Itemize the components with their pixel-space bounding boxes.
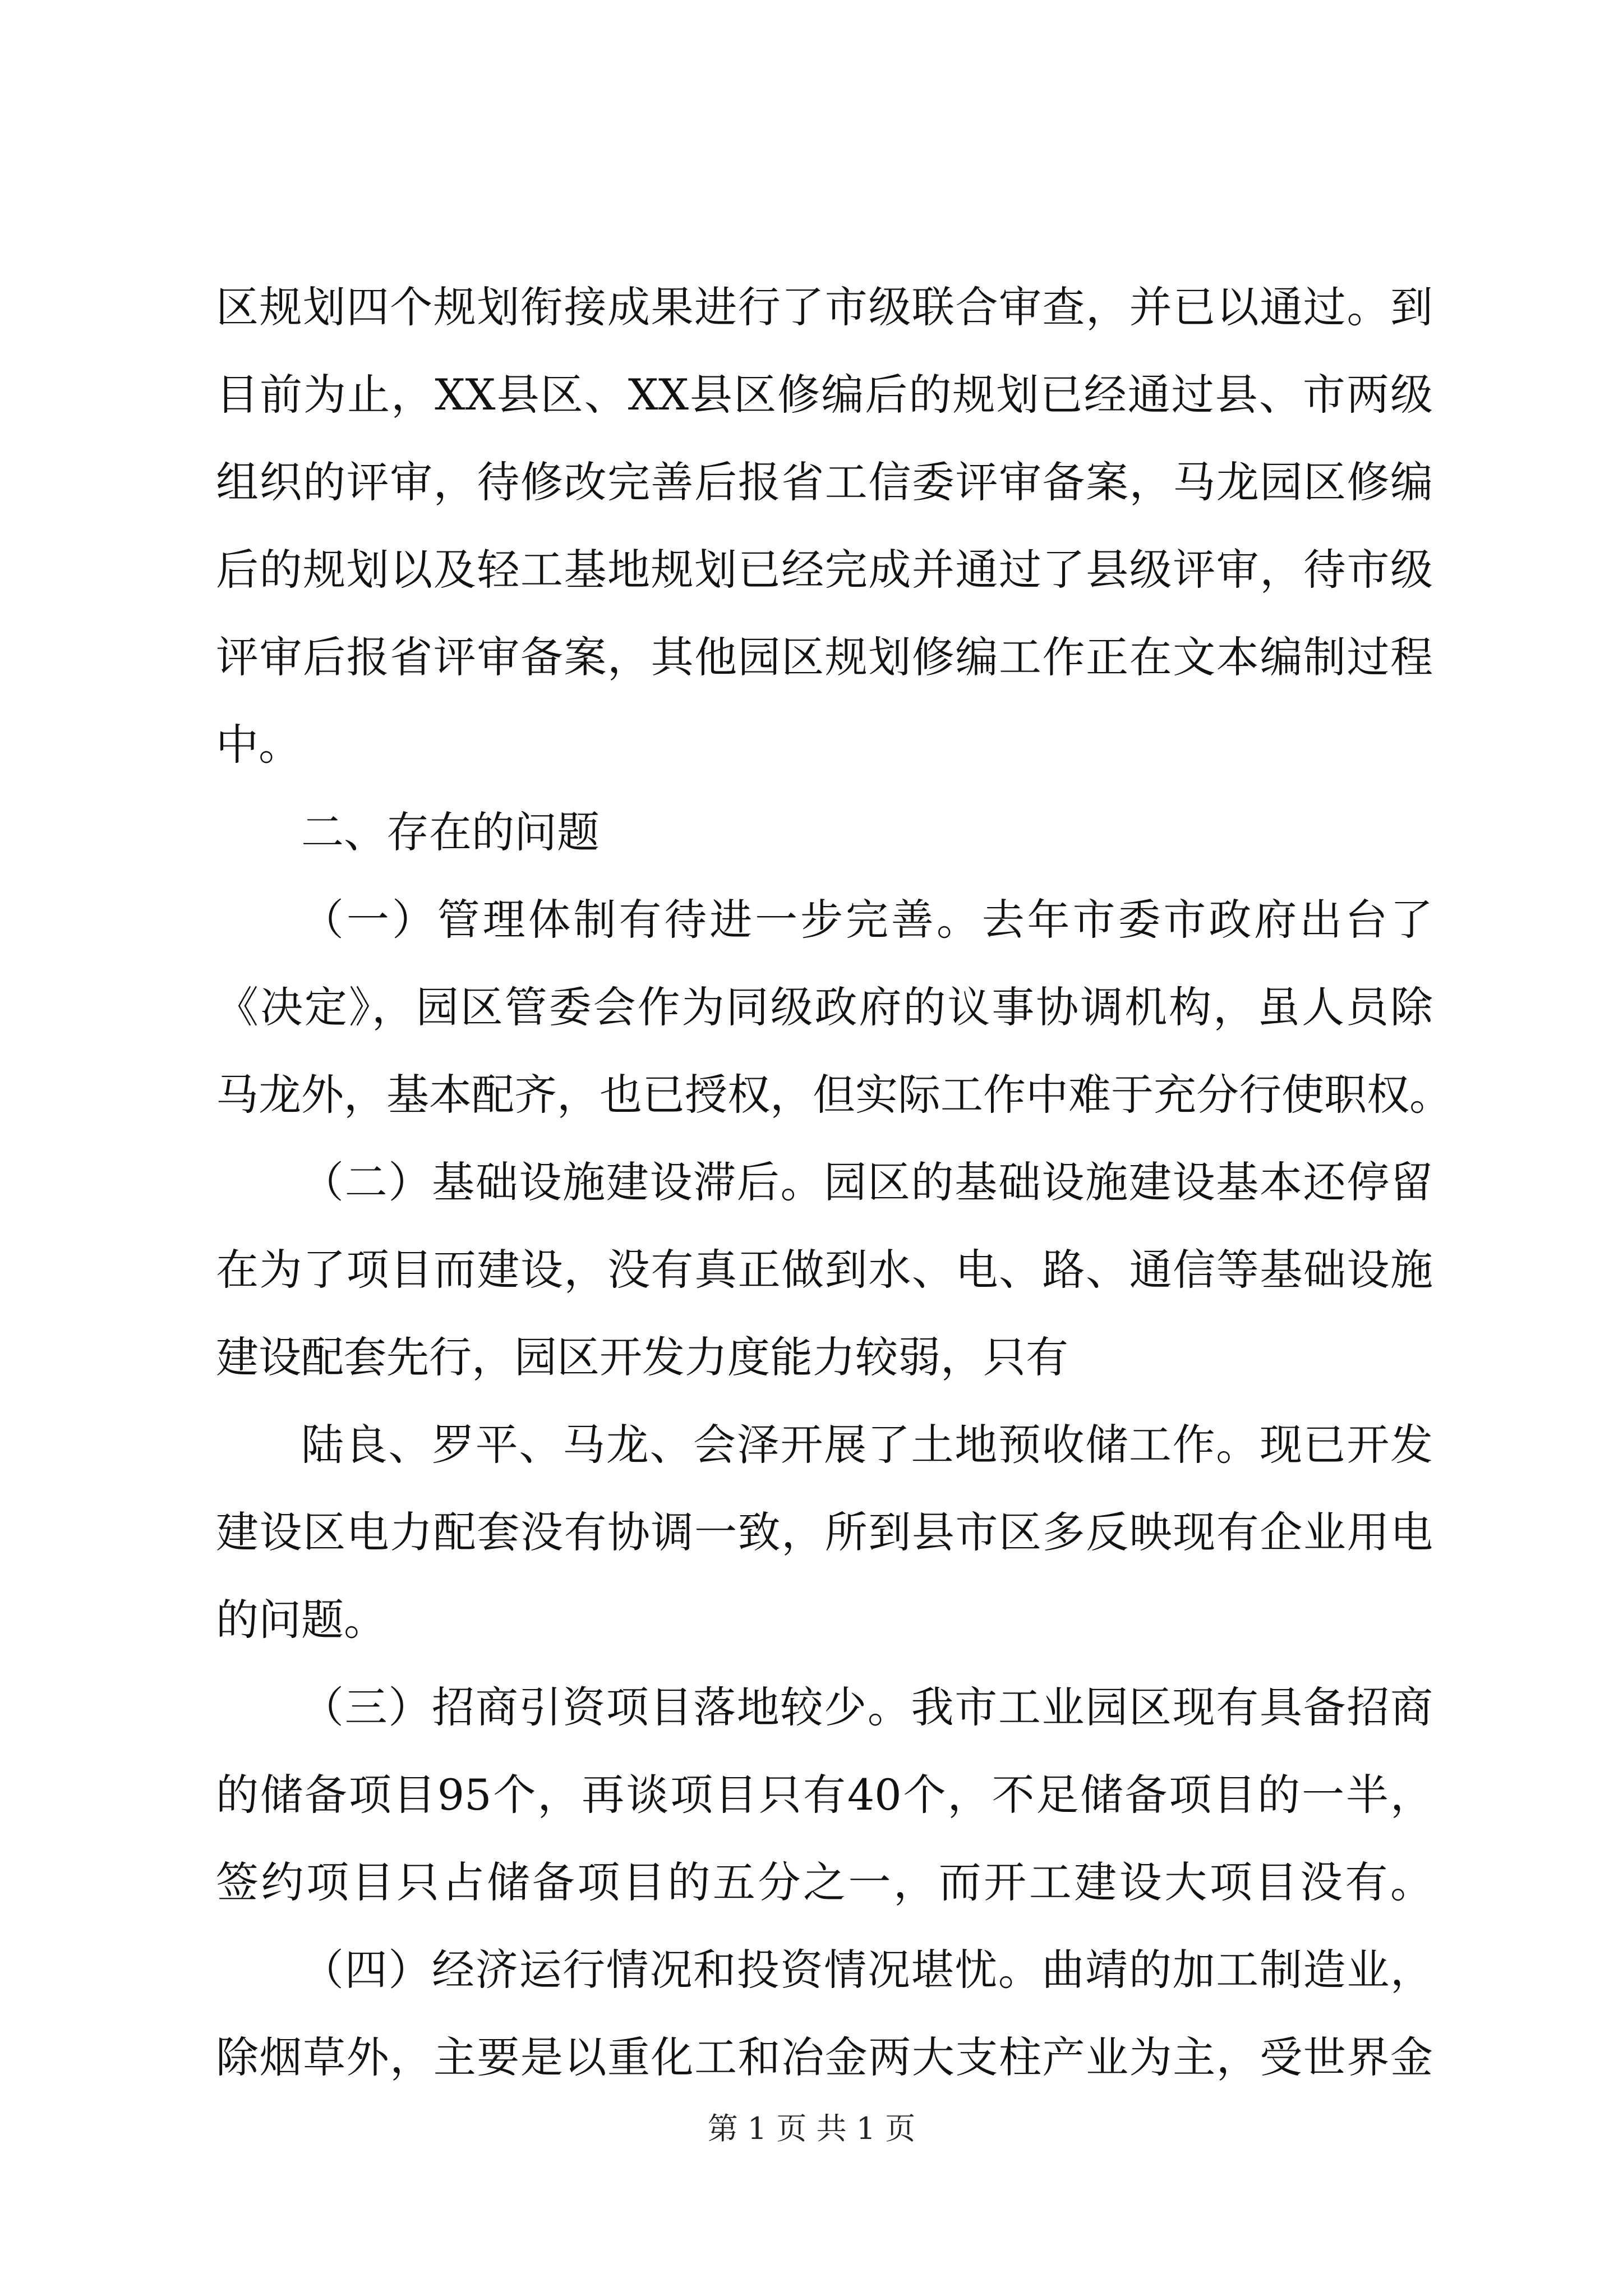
document-body — [216, 264, 1452, 2101]
text-line: 后的规划以及轻工基地规划已经完成并通过了县级评审，待市级 — [216, 545, 1433, 595]
text-line: （三）招商引资项目落地较少。我市工业园区现有具备招商 — [301, 1682, 1433, 1732]
paragraph-land-reserve — [216, 1401, 1433, 1664]
text-line: 马龙外，基本配齐，也已授权，但实际工作中难于充分行使职权。 — [216, 1070, 1452, 1120]
text-line: （一）管理体制有待进一步完善。去年市委市政府出台了 — [301, 895, 1433, 945]
paragraph-planning-review — [216, 264, 1433, 789]
page-footer — [0, 2109, 1623, 2148]
text-line: 《决定》，园区管委会作为同级政府的议事协调机构，虽人员除 — [216, 982, 1433, 1032]
text-line: 签约项目只占储备项目的五分之一，而开工建设大项目没有。 — [216, 1857, 1433, 1907]
text-line: 陆良、罗平、马龙、会泽开展了土地预收储工作。现已开发 — [301, 1420, 1433, 1470]
text-line: 除烟草外，主要是以重化工和冶金两大支柱产业为主，受世界金 — [216, 2032, 1433, 2082]
text-line: 建设配套先行，园区开发力度能力较弱，只有 — [216, 1332, 1068, 1382]
section-heading-text: 二、存在的问题 — [301, 807, 600, 857]
page-number-label: 第 1 页 共 1 页 — [707, 2111, 916, 2146]
text-line: 组织的评审，待修改完善后报省工信委评审备案，马龙园区修编 — [216, 457, 1433, 507]
paragraph-management-system — [216, 876, 1452, 1139]
text-line: 区规划四个规划衔接成果进行了市级联合审查，并已以通过。到 — [216, 282, 1433, 332]
paragraph-economic-operation — [216, 1926, 1433, 2101]
text-line: 评审后报省评审备案，其他园区规划修编工作正在文本编制过程 — [216, 632, 1433, 682]
text-line: 的储备项目95个，再谈项目只有40个，不足储备项目的一半， — [216, 1770, 1433, 1820]
paragraph-investment-projects — [216, 1664, 1433, 1926]
text-line: 建设区电力配套没有协调一致，所到县市区多反映现有企业用电 — [216, 1507, 1433, 1557]
section-heading-problems — [216, 789, 1433, 876]
text-line: （二）基础设施建设滞后。园区的基础设施建设基本还停留 — [301, 1157, 1433, 1207]
text-line: 中。 — [216, 720, 301, 770]
text-line: （四）经济运行情况和投资情况堪忧。曲靖的加工制造业， — [301, 1945, 1433, 1995]
paragraph-infrastructure — [216, 1139, 1433, 1401]
text-line: 在为了项目而建设，没有真正做到水、电、路、通信等基础设施 — [216, 1245, 1433, 1295]
text-line: 目前为止，XX县区、XX县区修编后的规划已经通过县、市两级 — [216, 370, 1433, 420]
text-line: 的问题。 — [216, 1595, 386, 1645]
